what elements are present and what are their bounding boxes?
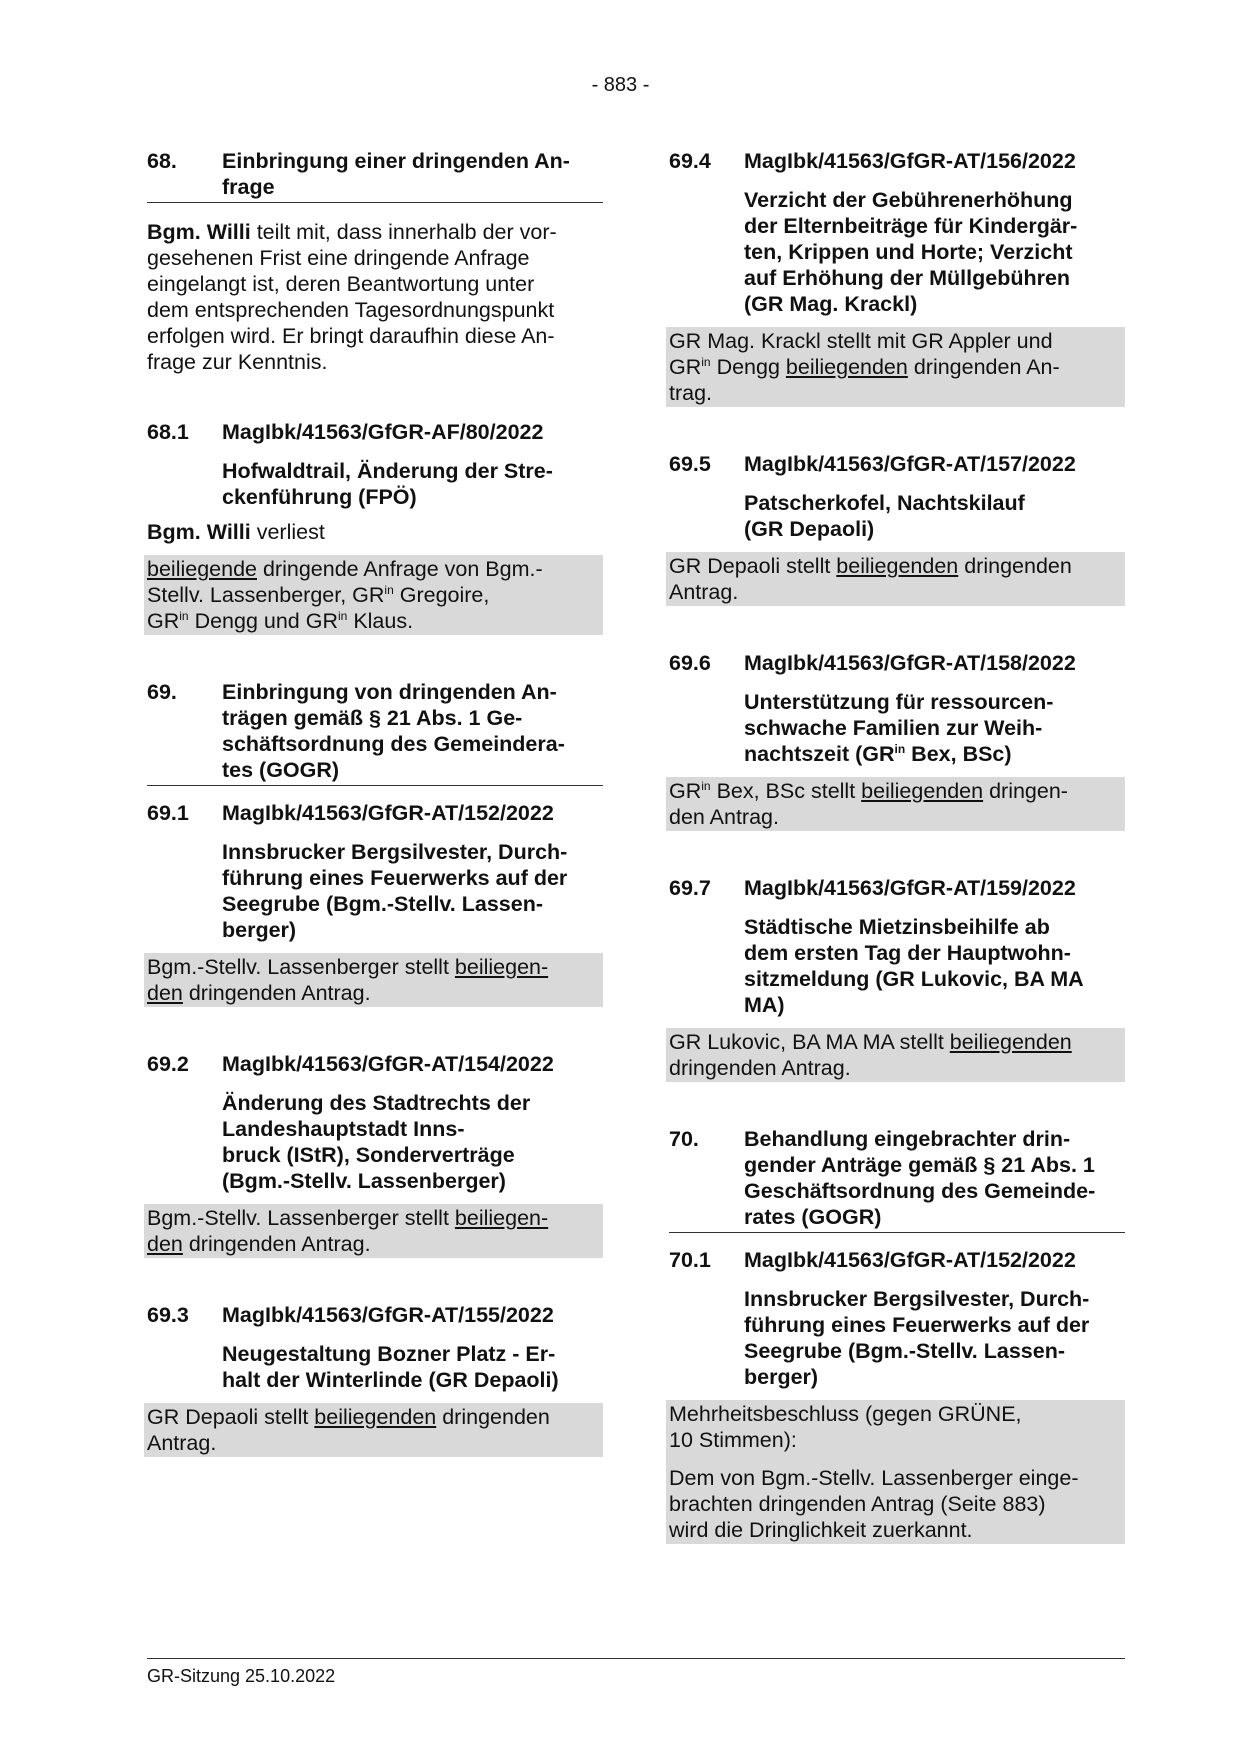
item-title-line: (Bgm.-Stellv. Lassenberger) bbox=[222, 1169, 506, 1193]
item-title-line: nachtszeit (GR bbox=[744, 742, 895, 766]
item-title-line: Geschäftsordnung des Gemeinde- bbox=[744, 1179, 1096, 1203]
item-title-line: gender Anträge gemäß § 21 Abs. 1 bbox=[744, 1153, 1095, 1177]
item-number: 69.7 bbox=[669, 876, 711, 900]
text-line: dringende Anfrage von Bgm.- bbox=[257, 557, 543, 581]
item-title-line: (GR Depaoli) bbox=[744, 517, 875, 541]
text-line: 10 Stimmen): bbox=[669, 1428, 797, 1452]
text-line: frage zur Kenntnis. bbox=[147, 350, 328, 374]
item-title-line: Neugestaltung Bozner Platz - Er- bbox=[222, 1342, 556, 1366]
item-title-line: Patscherkofel, Nachtskilauf bbox=[744, 491, 1025, 515]
superscript: in bbox=[701, 778, 711, 793]
text-line: teilt mit, dass innerhalb der vor- bbox=[250, 220, 557, 244]
item-69-3-heading bbox=[147, 1302, 603, 1328]
text-line: Stellv. Lassenberger, GR bbox=[147, 583, 385, 607]
text-line: erfolgen wird. Er bringt daraufhin diese An- bbox=[147, 324, 555, 348]
item-title-line: Änderung des Stadtrechts der bbox=[222, 1091, 531, 1115]
item-title-line: Behandlung eingebrachter drin- bbox=[744, 1127, 1071, 1151]
item-title-line: rates (GOGR) bbox=[744, 1205, 882, 1229]
left-column bbox=[147, 148, 603, 1457]
text-line: Gregoire, bbox=[393, 583, 490, 607]
item-69-4-title bbox=[669, 187, 1125, 317]
item-69-5-heading bbox=[669, 451, 1125, 477]
item-69-7-heading bbox=[669, 875, 1125, 901]
item-number: 68.1 bbox=[147, 420, 189, 444]
item-title-line: Innsbrucker Bergsilvester, Durch- bbox=[222, 840, 568, 864]
item-69-5-title bbox=[669, 490, 1125, 542]
text-line: GR bbox=[147, 609, 180, 633]
item-number: 69.1 bbox=[147, 801, 189, 825]
item-title-line: ten, Krippen und Horte; Verzicht bbox=[744, 240, 1073, 264]
text-line: GR Lukovic, BA MA MA stellt bbox=[669, 1030, 950, 1054]
text-line: gesehenen Frist eine dringende Anfrage bbox=[147, 246, 530, 270]
speaker: Bgm. Willi bbox=[147, 220, 251, 244]
item-69-3-box bbox=[144, 1403, 603, 1457]
item-68-1-title bbox=[147, 458, 603, 510]
text-line: Bgm.-Stellv. Lassenberger stellt bbox=[147, 955, 455, 979]
item-number: 69.2 bbox=[147, 1052, 189, 1076]
item-69-2-heading bbox=[147, 1051, 603, 1077]
item-69-2-box bbox=[144, 1204, 603, 1258]
attachment-link[interactable]: beiliegenden bbox=[861, 779, 984, 803]
superscript: in bbox=[179, 608, 189, 623]
text-line: GR bbox=[669, 355, 702, 379]
item-title-line: dem ersten Tag der Hauptwohn- bbox=[744, 941, 1071, 965]
item-code: MagIbk/41563/GfGR-AT/159/2022 bbox=[744, 876, 1076, 900]
item-title-line: Unterstützung für ressourcen- bbox=[744, 690, 1054, 714]
attachment-link[interactable]: beiliegenden bbox=[836, 554, 959, 578]
item-69-6-heading bbox=[669, 650, 1125, 676]
item-69-7-title bbox=[669, 914, 1125, 1018]
item-code: MagIbk/41563/GfGR-AT/158/2022 bbox=[744, 651, 1076, 675]
footer: GR-Sitzung 25.10.2022 bbox=[147, 1666, 336, 1686]
item-title-line: Bex, BSc) bbox=[905, 742, 1012, 766]
footer-rule bbox=[147, 1658, 1125, 1659]
text-line: Bgm.-Stellv. Lassenberger stellt bbox=[147, 1206, 455, 1230]
right-column bbox=[669, 148, 1125, 1544]
item-title-line: auf Erhöhung der Müllgebühren bbox=[744, 266, 1071, 290]
superscript: in bbox=[701, 354, 711, 369]
text-line: verliest bbox=[250, 520, 325, 544]
text-line: dringen- bbox=[983, 779, 1068, 803]
item-code: MagIbk/41563/GfGR-AT/154/2022 bbox=[222, 1052, 554, 1076]
item-title-line: Seegrube (Bgm.-Stellv. Lassen- bbox=[222, 892, 543, 916]
item-69-4-box bbox=[666, 327, 1125, 407]
text-line: wird die Dringlichkeit zuerkannt. bbox=[669, 1518, 973, 1542]
item-68-1-text bbox=[147, 519, 603, 545]
text-line: Klaus. bbox=[347, 609, 414, 633]
attachment-link[interactable]: beiliegenden bbox=[785, 355, 908, 379]
text-line: dringenden Antrag. bbox=[669, 1056, 851, 1080]
item-number: 70. bbox=[669, 1127, 699, 1151]
superscript: in bbox=[384, 582, 394, 597]
item-68-1-heading bbox=[147, 419, 603, 445]
text-line: Mehrheitsbeschluss (gegen GRÜNE, bbox=[669, 1402, 1022, 1426]
item-69-3-title bbox=[147, 1341, 603, 1393]
item-title-line: Hofwaldtrail, Änderung der Stre- bbox=[222, 459, 553, 483]
item-number: 69. bbox=[147, 680, 177, 704]
page-number: - 883 - bbox=[591, 74, 650, 96]
item-code: MagIbk/41563/GfGR-AT/155/2022 bbox=[222, 1303, 554, 1327]
text-line: dringenden bbox=[436, 1405, 550, 1429]
text-line: eingelangt ist, deren Beantwortung unter bbox=[147, 272, 535, 296]
item-code: MagIbk/41563/GfGR-AT/152/2022 bbox=[744, 1248, 1076, 1272]
text-line: brachten dringenden Antrag (Seite 883) bbox=[669, 1492, 1046, 1516]
text-line: Antrag. bbox=[669, 580, 739, 604]
item-69-6-title bbox=[669, 689, 1125, 767]
item-title-line: schwache Familien zur Weih- bbox=[744, 716, 1043, 740]
text-line: GR Depaoli stellt bbox=[147, 1405, 315, 1429]
item-70-1-box bbox=[666, 1400, 1125, 1544]
text-line: dringenden Antrag. bbox=[182, 1232, 371, 1256]
item-68-heading bbox=[147, 148, 603, 203]
item-69-2-title bbox=[147, 1090, 603, 1194]
item-title-line: der Elternbeiträge für Kindergär- bbox=[744, 214, 1078, 238]
item-title-line: (GR Mag. Krackl) bbox=[744, 292, 918, 316]
item-69-1-heading bbox=[147, 800, 603, 826]
item-title-line: Städtische Mietzinsbeihilfe ab bbox=[744, 915, 1050, 939]
text-line: GR Mag. Krackl stellt mit GR Appler und bbox=[669, 329, 1053, 353]
item-68-text bbox=[147, 219, 603, 375]
attachment-link[interactable]: den bbox=[147, 981, 183, 1005]
item-69-7-box bbox=[666, 1028, 1125, 1082]
text-line: Bex, BSc stellt bbox=[710, 779, 862, 803]
text-line: dem entsprechenden Tagesordnungspunkt bbox=[147, 298, 555, 322]
item-69-6-box bbox=[666, 777, 1125, 831]
text-line: Dem von Bgm.-Stellv. Lassenberger einge- bbox=[669, 1466, 1079, 1490]
text-line: dringenden An- bbox=[907, 355, 1060, 379]
item-69-heading bbox=[147, 679, 603, 786]
item-title-line: Innsbrucker Bergsilvester, Durch- bbox=[744, 1287, 1090, 1311]
item-title-line: schäftsordnung des Gemeindera- bbox=[222, 732, 565, 756]
item-number: 69.4 bbox=[669, 149, 711, 173]
item-number: 69.6 bbox=[669, 651, 711, 675]
item-title-line: Einbringung von dringenden An- bbox=[222, 680, 557, 704]
item-title-line: berger) bbox=[744, 1365, 819, 1389]
item-title-line: tes (GOGR) bbox=[222, 758, 340, 782]
item-title-line: Verzicht der Gebührenerhöhung bbox=[744, 188, 1073, 212]
attachment-link[interactable]: den bbox=[147, 1232, 183, 1256]
text-line: dringenden bbox=[958, 554, 1072, 578]
text-line: den Antrag. bbox=[669, 805, 779, 829]
item-68-1-box bbox=[144, 555, 603, 635]
item-title-line: halt der Winterlinde (GR Depaoli) bbox=[222, 1368, 559, 1392]
item-70-1-title bbox=[669, 1286, 1125, 1390]
text-line: GR bbox=[669, 779, 702, 803]
item-number: 69.3 bbox=[147, 1303, 189, 1327]
superscript: in bbox=[894, 741, 906, 756]
item-title-line: führung eines Feuerwerks auf der bbox=[744, 1313, 1090, 1337]
item-title-line: Einbringung einer dringenden An- bbox=[222, 149, 570, 173]
text-line: dringenden Antrag. bbox=[182, 981, 371, 1005]
item-69-1-box bbox=[144, 953, 603, 1007]
item-code: MagIbk/41563/GfGR-AT/157/2022 bbox=[744, 452, 1076, 476]
item-title-line: trägen gemäß § 21 Abs. 1 Ge- bbox=[222, 706, 523, 730]
item-title-line: Landeshauptstadt Inns- bbox=[222, 1117, 465, 1141]
item-title-line: sitzmeldung (GR Lukovic, BA MA bbox=[744, 967, 1084, 991]
speaker: Bgm. Willi bbox=[147, 520, 251, 544]
item-code: MagIbk/41563/GfGR-AT/156/2022 bbox=[744, 149, 1076, 173]
item-69-1-title bbox=[147, 839, 603, 943]
text-line: GR Depaoli stellt bbox=[669, 554, 837, 578]
attachment-link[interactable]: beiliegenden bbox=[949, 1030, 1072, 1054]
text-line: Dengg bbox=[710, 355, 786, 379]
item-69-5-box bbox=[666, 552, 1125, 606]
text-line: Antrag. bbox=[147, 1431, 217, 1455]
item-title-line: führung eines Feuerwerks auf der bbox=[222, 866, 568, 890]
text-line: Dengg und GR bbox=[188, 609, 338, 633]
item-title-line: MA) bbox=[744, 993, 785, 1017]
item-number: 68. bbox=[147, 149, 177, 173]
item-title-line: frage bbox=[222, 175, 275, 199]
item-code: MagIbk/41563/GfGR-AF/80/2022 bbox=[222, 420, 544, 444]
superscript: in bbox=[338, 608, 348, 623]
item-number: 69.5 bbox=[669, 452, 711, 476]
item-69-4-heading bbox=[669, 148, 1125, 174]
attachment-link[interactable]: beiliegen- bbox=[454, 955, 549, 979]
item-title-line: Seegrube (Bgm.-Stellv. Lassen- bbox=[744, 1339, 1065, 1363]
attachment-link[interactable]: beiliegenden bbox=[314, 1405, 437, 1429]
item-title-line: bruck (IStR), Sonderverträge bbox=[222, 1143, 515, 1167]
item-70-heading bbox=[669, 1126, 1125, 1233]
item-title-line: berger) bbox=[222, 918, 297, 942]
item-code: MagIbk/41563/GfGR-AT/152/2022 bbox=[222, 801, 554, 825]
item-70-1-heading bbox=[669, 1247, 1125, 1273]
item-number: 70.1 bbox=[669, 1248, 711, 1272]
attachment-link[interactable]: beiliegen- bbox=[454, 1206, 549, 1230]
attachment-link[interactable]: beiliegende bbox=[147, 557, 257, 581]
text-line: trag. bbox=[669, 381, 713, 405]
item-title-line: ckenführung (FPÖ) bbox=[222, 485, 417, 509]
